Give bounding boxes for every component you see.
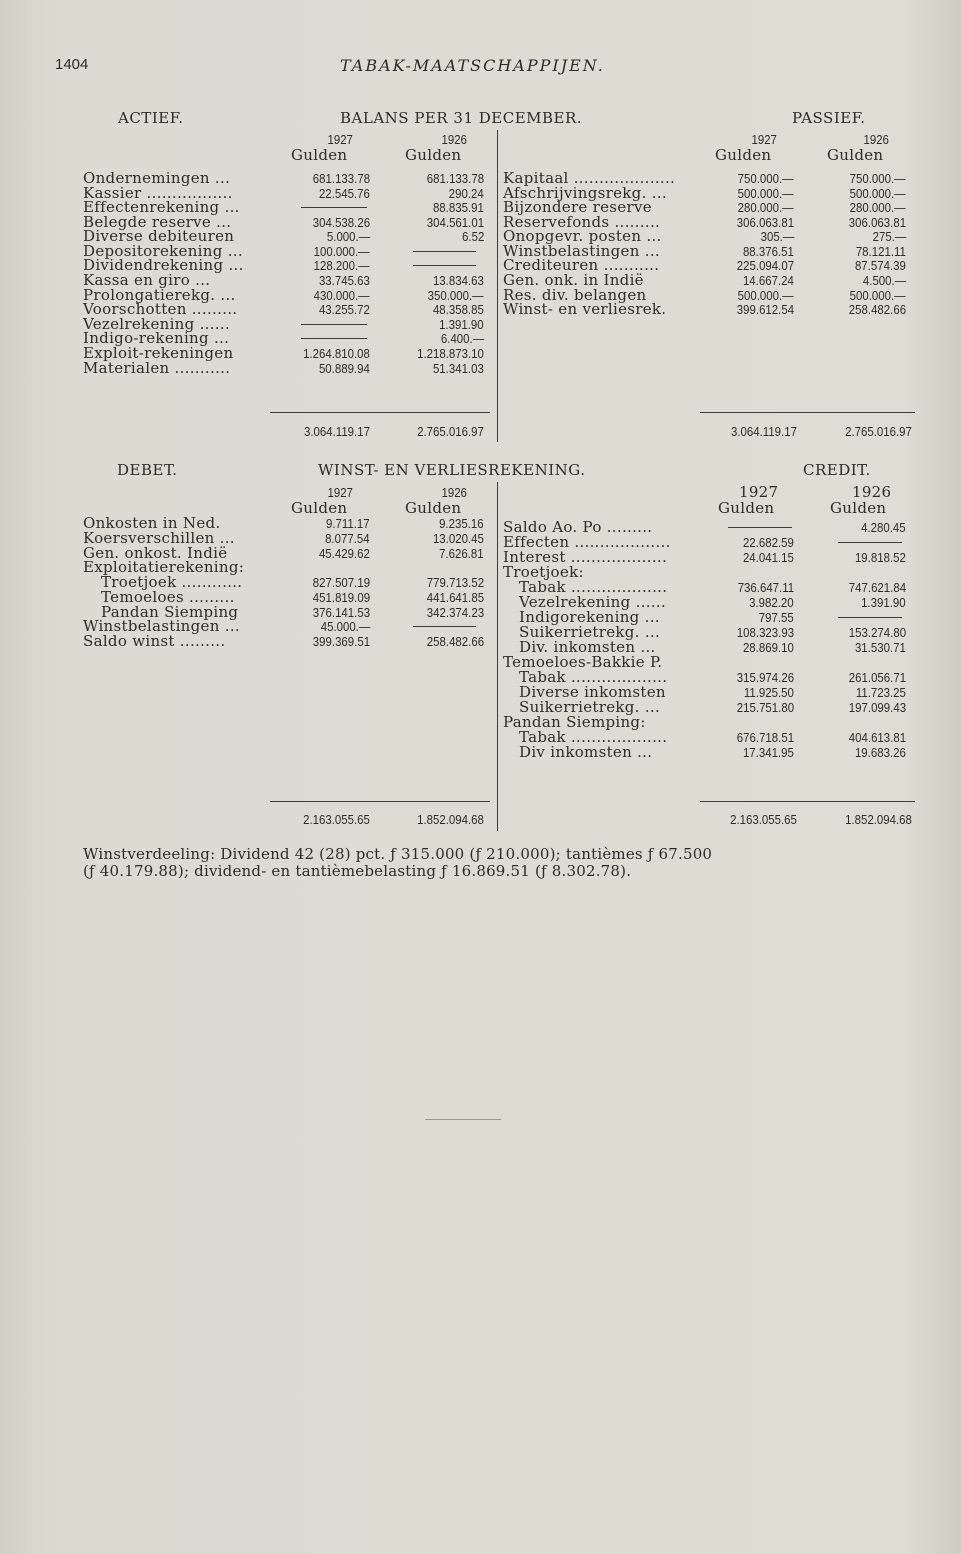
- credit-value-1927: 3.982.20: [749, 595, 794, 610]
- balance-center-rule: [497, 130, 498, 442]
- credit-label: Suikerrietrekg. ...: [519, 698, 661, 716]
- pnl-left-unit-1926: Gulden: [405, 499, 462, 517]
- asset-label: Prolongatierekg. ...: [83, 285, 236, 304]
- liability-value-1926: 258.482.66: [848, 302, 906, 318]
- debit-total-1926: 1.852.094.68: [417, 812, 484, 827]
- asset-empty-1927: [301, 338, 367, 339]
- debit-label: Saldo winst .........: [83, 632, 226, 650]
- debit-value-1927: 45.000.—: [320, 619, 370, 635]
- asset-value-1926: 304.561.01: [426, 214, 484, 230]
- credit-value-1926: 1.391.90: [861, 595, 906, 610]
- asset-label: Kassa en giro ...: [83, 271, 211, 290]
- asset-label: Vezelrekening ......: [83, 314, 231, 333]
- debit-value-1927: 9.711.17: [326, 516, 370, 531]
- balance-right-year-1927: 1927: [751, 132, 777, 147]
- asset-value-1927: 43.255.72: [319, 302, 370, 318]
- asset-value-1927: 681.133.78: [312, 171, 370, 186]
- credit-label: Diverse inkomsten: [519, 683, 666, 701]
- pnl-center-rule: [497, 482, 498, 831]
- liability-value-1927: 306.063.81: [736, 214, 794, 230]
- credit-value-1927: 28.869.10: [743, 640, 794, 655]
- liability-label: Onopgevr. posten ...: [503, 227, 662, 246]
- liability-total-1926: 2.765.016.97: [845, 424, 912, 439]
- liability-label: Winst- en verliesrek.: [503, 300, 667, 319]
- credit-empty-1926: [838, 617, 902, 618]
- pnl-total-rule-right: [700, 801, 915, 802]
- debit-value-1927: 376.141.53: [312, 604, 370, 620]
- liability-value-1927: 399.612.54: [736, 302, 794, 318]
- credit-value-1927: 17.341.95: [743, 745, 794, 760]
- credit-value-1926: 747.621.84: [848, 580, 906, 595]
- footnote-line-1: Winstverdeeling: Dividend 42 (28) pct. ƒ 315.000 (ƒ 210.000); tantièmes ƒ 67.500: [83, 845, 713, 863]
- liability-label: Winstbelastingen ...: [503, 241, 660, 260]
- pnl-right-unit-1926: Gulden: [830, 499, 887, 517]
- balance-left-year-1927: 1927: [327, 132, 353, 147]
- pnl-left-unit-1927: Gulden: [291, 499, 348, 517]
- debit-value-1927: 451.819.09: [312, 589, 370, 605]
- asset-label: Ondernemingen ...: [83, 169, 231, 187]
- asset-value-1927: 1.264.810.08: [303, 345, 370, 361]
- credit-value-1926: 11.723.25: [855, 685, 906, 700]
- debit-value-1926: 342.374.23: [426, 604, 484, 620]
- balance-right-unit-1927: Gulden: [715, 146, 772, 164]
- balance-left-unit-1926: Gulden: [405, 146, 462, 164]
- liability-value-1926: 87.574.39: [855, 258, 906, 274]
- balance-total-rule-right: [700, 412, 915, 413]
- credit-label: Tabak ...................: [519, 728, 668, 746]
- asset-value-1926: 350.000.—: [428, 287, 484, 303]
- credit-label: Vezelrekening ......: [519, 593, 667, 611]
- asset-value-1927: 304.538.26: [312, 214, 370, 230]
- asset-label: Diverse debiteuren: [83, 227, 235, 246]
- balance-left-year-1926: 1926: [441, 132, 467, 147]
- credit-value-1927: 736.647.11: [737, 580, 794, 595]
- credit-label: Div inkomsten ...: [519, 743, 653, 761]
- pnl-credit-title: CREDIT.: [803, 461, 871, 479]
- asset-value-1926: 681.133.78: [426, 171, 484, 186]
- liability-value-1927: 225.094.07: [736, 258, 794, 274]
- credit-label: Pandan Siemping:: [503, 713, 646, 731]
- asset-value-1927: 50.889.94: [319, 360, 370, 376]
- credit-label: Tabak ...................: [519, 578, 668, 596]
- pnl-right-year-1927: 1927: [739, 483, 779, 501]
- credit-label: Div. inkomsten ...: [519, 638, 656, 656]
- credit-value-1926: 197.099.43: [848, 700, 906, 715]
- credit-label: Effecten ...................: [503, 533, 671, 551]
- debit-value-1926: 9.235.16: [439, 516, 484, 531]
- liability-value-1927: 14.667.24: [743, 273, 794, 289]
- asset-total-1926: 2.765.016.97: [417, 424, 484, 439]
- credit-label: Indigorekening ...: [519, 608, 660, 626]
- asset-empty-1926: [413, 251, 476, 252]
- debit-label: Winstbelastingen ...: [83, 617, 240, 636]
- credit-label: Interest ...................: [503, 548, 668, 566]
- balance-right-unit-1926: Gulden: [827, 146, 884, 164]
- credit-value-1927: 108.323.93: [736, 625, 794, 640]
- credit-label: Saldo Ao. Po .........: [503, 518, 653, 536]
- pnl-right-unit-1927: Gulden: [718, 499, 775, 517]
- debit-value-1927: 827.507.19: [312, 575, 370, 590]
- debit-value-1927: 399.369.51: [312, 634, 370, 649]
- debit-label: Onkosten in Ned.: [83, 514, 221, 532]
- credit-label: Tabak ...................: [519, 668, 668, 686]
- liability-value-1926: 275.—: [872, 229, 906, 245]
- asset-value-1927: 5.000.—: [326, 229, 370, 245]
- balance-total-rule-left: [270, 412, 490, 413]
- credit-value-1926: 4.280.45: [861, 520, 906, 535]
- balance-assets-title: ACTIEF.: [118, 109, 184, 127]
- asset-label: Effectenrekening ...: [83, 198, 240, 217]
- asset-value-1927: 100.000.—: [314, 243, 370, 259]
- liability-label: Gen. onk. in Indië: [503, 271, 644, 290]
- debit-value-1927: 8.077.54: [325, 530, 370, 546]
- pnl-left-year-1927: 1927: [327, 485, 353, 500]
- debit-label: Pandan Siemping: [101, 602, 239, 621]
- credit-label: Suikerrietrekg. ...: [519, 623, 661, 641]
- debit-label: Koersverschillen ...: [83, 528, 235, 547]
- liability-value-1927: 500.000.—: [738, 287, 794, 303]
- credit-value-1927: 797.55: [759, 610, 794, 625]
- liability-value-1926: 306.063.81: [848, 214, 906, 230]
- pnl-total-rule-left: [270, 801, 490, 802]
- liability-value-1926: 4.500.—: [862, 273, 906, 289]
- pnl-debit-title: DEBET.: [117, 461, 178, 479]
- balance-left-unit-1927: Gulden: [291, 146, 348, 164]
- debit-value-1927: 45.429.62: [319, 545, 370, 561]
- asset-value-1926: 13.834.63: [433, 273, 484, 289]
- asset-value-1927: 33.745.63: [319, 273, 370, 289]
- asset-label: Depositorekening ...: [83, 241, 243, 260]
- liability-value-1927: 280.000.—: [738, 200, 794, 216]
- asset-value-1926: 1.391.90: [439, 316, 484, 332]
- liability-value-1927: 500.000.—: [738, 185, 794, 201]
- debit-value-1926: 779.713.52: [426, 575, 484, 590]
- credit-empty-1926: [838, 542, 902, 543]
- credit-label: Troetjoek:: [503, 563, 584, 581]
- credit-value-1927: 24.041.15: [743, 550, 794, 565]
- asset-value-1926: 290.24: [449, 185, 484, 201]
- asset-empty-1927: [301, 207, 367, 208]
- liability-value-1926: 78.121.11: [855, 243, 906, 259]
- footnote-line-2: (ƒ 40.179.88); dividend- en tantièmebelasting ƒ 16.869.51 (ƒ 8.302.78).: [83, 862, 632, 880]
- liability-value-1927: 305.—: [760, 229, 794, 245]
- credit-value-1926: 31.530.71: [855, 640, 906, 655]
- credit-value-1926: 19.683.26: [855, 745, 906, 760]
- credit-value-1926: 153.274.80: [848, 625, 906, 640]
- credit-value-1926: 404.613.81: [848, 730, 906, 745]
- pnl-left-year-1926: 1926: [441, 485, 467, 500]
- debit-value-1926: 13.020.45: [433, 530, 484, 546]
- liability-value-1926: 280.000.—: [850, 200, 906, 216]
- asset-empty-1926: [413, 265, 476, 266]
- asset-value-1927: 430.000.—: [314, 287, 370, 303]
- asset-label: Exploit-rekeningen: [83, 343, 234, 362]
- asset-value-1926: 88.835.91: [433, 200, 484, 216]
- asset-label: Voorschotten .........: [83, 300, 238, 319]
- liability-value-1927: 750.000.—: [738, 171, 794, 186]
- credit-value-1927: 22.682.59: [743, 535, 794, 550]
- liability-label: Res. div. belangen: [503, 285, 647, 304]
- balance-liabilities-title: PASSIEF.: [792, 109, 866, 127]
- credit-value-1926: 19.818.52: [855, 550, 906, 565]
- liability-value-1926: 500.000.—: [850, 185, 906, 201]
- credit-value-1927: 11.925.50: [743, 685, 794, 700]
- asset-value-1926: 48.358.85: [433, 302, 484, 318]
- page-number: 1404: [55, 56, 89, 73]
- liability-label: Bijzondere reserve: [503, 198, 652, 217]
- liability-value-1926: 750.000.—: [850, 171, 906, 186]
- liability-label: Kapitaal ....................: [503, 169, 676, 187]
- debit-label: Exploitatierekening:: [83, 558, 245, 577]
- asset-value-1927: 128.200.—: [314, 258, 370, 274]
- balance-right-year-1926: 1926: [863, 132, 889, 147]
- asset-value-1926: 1.218.873.10: [417, 345, 484, 361]
- pnl-title: WINST- EN VERLIESREKENING.: [318, 461, 586, 479]
- credit-total-1926: 1.852.094.68: [845, 812, 912, 827]
- credit-label: Temoeloes-Bakkie P.: [503, 653, 663, 671]
- liability-value-1926: 500.000.—: [850, 287, 906, 303]
- liability-value-1927: 88.376.51: [743, 243, 794, 259]
- liability-label: Crediteuren ...........: [503, 256, 660, 275]
- asset-value-1927: 22.545.76: [319, 185, 370, 201]
- asset-value-1926: 6.400.—: [440, 331, 484, 347]
- asset-empty-1927: [301, 324, 367, 325]
- asset-label: Dividendrekening ...: [83, 256, 244, 275]
- credit-value-1927: 315.974.26: [736, 670, 794, 685]
- credit-value-1927: 676.718.51: [736, 730, 794, 745]
- credit-empty-1927: [728, 527, 792, 528]
- debit-value-1926: 7.626.81: [439, 545, 484, 561]
- debit-value-1926: 258.482.66: [426, 634, 484, 649]
- asset-label: Materialen ...........: [83, 358, 231, 377]
- balance-title: BALANS PER 31 DECEMBER.: [340, 109, 583, 127]
- debit-label: Gen. onkost. Indië: [83, 543, 228, 562]
- asset-value-1926: 6.52: [461, 229, 484, 245]
- asset-total-1927: 3.064.119.17: [304, 424, 370, 439]
- asset-label: Belegde reserve ...: [83, 212, 232, 231]
- debit-value-1926: 441.641.85: [426, 589, 484, 605]
- credit-total-1927: 2.163.055.65: [730, 812, 797, 827]
- liability-label: Reservefonds .........: [503, 212, 661, 231]
- asset-label: Indigo-rekening ...: [83, 329, 230, 348]
- credit-value-1926: 261.056.71: [848, 670, 906, 685]
- asset-label: Kassier .................: [83, 183, 233, 202]
- debit-total-1927: 2.163.055.65: [303, 812, 370, 827]
- debit-label: Temoeloes .........: [101, 587, 235, 606]
- asset-value-1926: 51.341.03: [433, 360, 484, 376]
- liability-label: Afschrijvingsrekg. ...: [503, 183, 667, 202]
- running-head: TABAK-MAATSCHAPPIJEN.: [340, 56, 605, 75]
- liability-total-1927: 3.064.119.17: [731, 424, 797, 439]
- debit-label: Troetjoek ............: [101, 573, 243, 591]
- debit-empty-1926: [413, 626, 476, 627]
- credit-value-1927: 215.751.80: [736, 700, 794, 715]
- divider-mark: [425, 1119, 501, 1120]
- pnl-right-year-1926: 1926: [852, 483, 892, 501]
